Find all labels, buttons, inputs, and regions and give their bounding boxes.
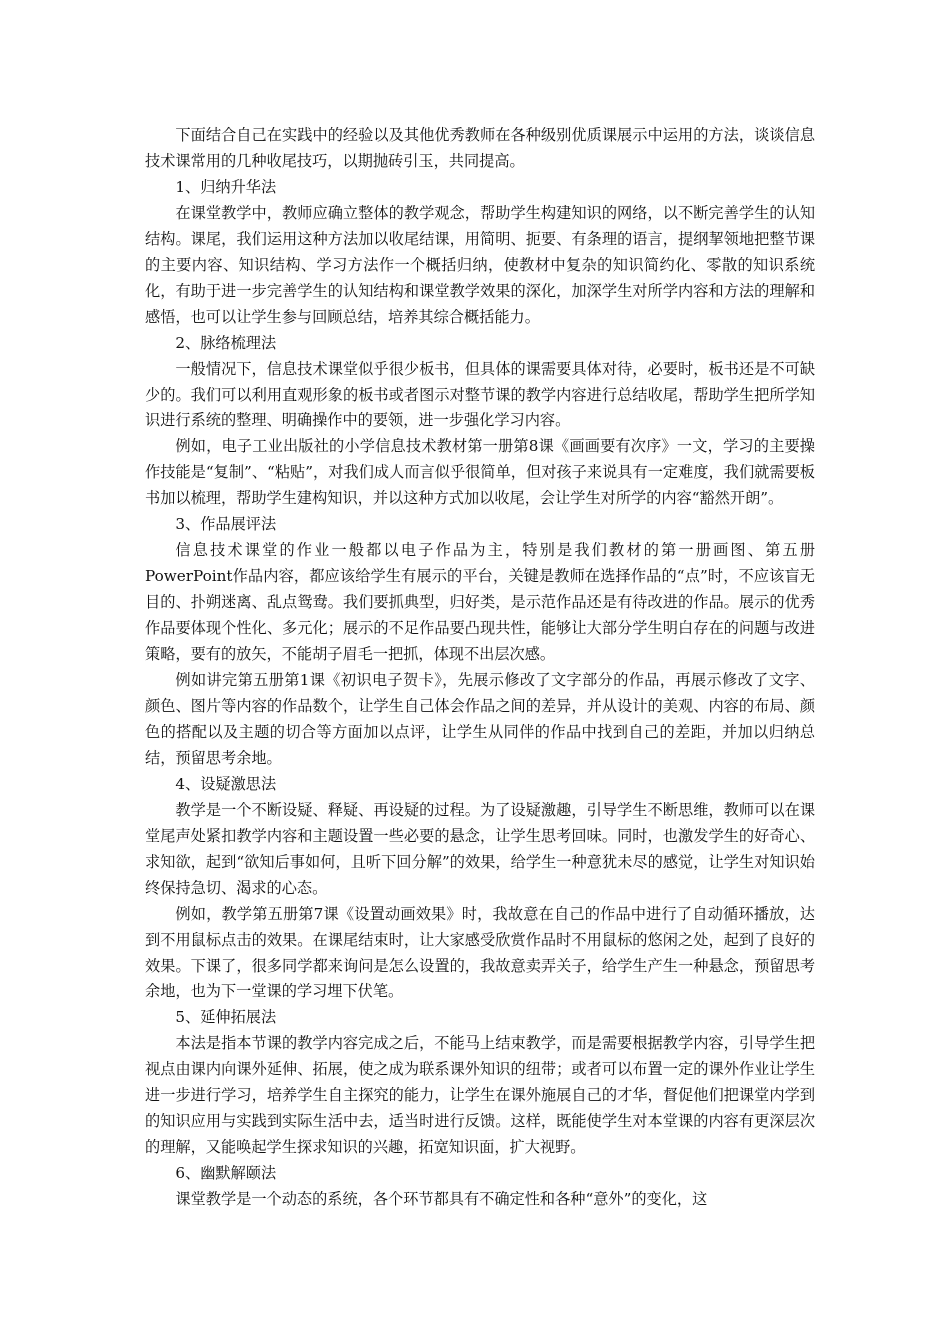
- section-6-paragraph: 课堂教学是一个动态的系统，各个环节都具有不确定性和各种“意外”的变化，这: [175, 1190, 708, 1209]
- section-heading-1: 1、归纳升华法: [175, 177, 277, 196]
- section-4-paragraph-1: 教学是一个不断设疑、释疑、再设疑的过程。为了设疑激趣，引导学生不断思维，教师可以在课堂尾声处紧扣教学内容和主题设置一些必要的悬念，让学生思考回味。同时，也激发学生的好奇心、求知欲，起到“欲知后事如何，且听下回分解”的效果，给学生一种意犹未尽的感觉，让学生对知识始终保持急切、渴求的心态。: [145, 800, 815, 897]
- document-page: [145, 123, 815, 1213]
- intro-paragraph: 下面结合自己在实践中的经验以及其他优秀教师在各种级别优质课展示中运用的方法，谈谈信息技术课常用的几种收尾技巧，以期抛砖引玉，共同提高。: [145, 126, 815, 170]
- section-4-paragraph-2: 例如，教学第五册第7课《设置动画效果》时，我故意在自己的作品中进行了自动循环播放，达到不用鼠标点击的效果。在课尾结束时，让大家感受欣赏作品时不用鼠标的悠闲之处，起到了良好的效果。下课了，很多同学都来询问是怎么设置的，我故意卖弄关子，给学生产生一种悬念，预留思考余地，也为下一堂课的学习埋下伏笔。: [145, 904, 815, 1001]
- section-3-paragraph-1: 信息技术课堂的作业一般都以电子作品为主，特别是我们教材的第一册画图、第五册PowerPoint作品内容，都应该给学生有展示的平台，关键是教师在选择作品的“点”时，不应该盲无目的、扑朔迷离、乱点鸳鸯。我们要抓典型，归好类，是示范作品还是有待改进的作品。展示的优秀作品要体现个性化、多元化；展示的不足作品要凸现共性，能够让大部分学生明白存在的问题与改进策略，要有的放矢，不能胡子眉毛一把抓，体现不出层次感。: [145, 541, 815, 664]
- section-heading-3: 3、作品展评法: [175, 515, 277, 534]
- section-5-paragraph: 本法是指本节课的教学内容完成之后，不能马上结束教学，而是需要根据教学内容，引导学生把视点由课内向课外延伸、拓展，使之成为联系课外知识的纽带；或者可以布置一定的课外作业让学生进一步进行学习，培养学生自主探究的能力，让学生在课外施展自己的才华，督促他们把课堂内学到的知识应用与实践到实际生活中去，适当时进行反馈。这样，既能使学生对本堂课的内容有更深层次的理解，又能唤起学生探求知识的兴趣，拓宽知识面，扩大视野。: [145, 1034, 815, 1157]
- section-heading-6: 6、幽默解颐法: [175, 1164, 277, 1183]
- section-2-paragraph-1: 一般情况下，信息技术课堂似乎很少板书，但具体的课需要具体对待，必要时，板书还是不可缺少的。我们可以利用直观形象的板书或者图示对整节课的教学内容进行总结收尾，帮助学生把所学知识进行系统的整理、明确操作中的要领，进一步强化学习内容。: [145, 359, 815, 430]
- section-heading-2: 2、脉络梳理法: [175, 333, 277, 352]
- section-3-paragraph-2: 例如讲完第五册第1课《初识电子贺卡》，先展示修改了文字部分的作品，再展示修改了文字、颜色、图片等内容的作品数个，让学生自己体会作品之间的差异，并从设计的美观、内容的布局、颜色的搭配以及主题的切合等方面加以点评，让学生从同伴的作品中找到自己的差距，并加以归纳总结，预留思考余地。: [145, 671, 815, 767]
- section-1-paragraph: 在课堂教学中，教师应确立整体的教学观念，帮助学生构建知识的网络，以不断完善学生的认知结构。课尾，我们运用这种方法加以收尾结课，用简明、扼要、有条理的语言，提纲挈领地把整节课的主要内容、知识结构、学习方法作一个概括归纳，使教材中复杂的知识简约化、零散的知识系统化，有助于进一步完善学生的认知结构和课堂教学效果的深化，加深学生对所学内容和方法的理解和感悟，也可以让学生参与回顾总结，培养其综合概括能力。: [145, 203, 815, 326]
- section-2-paragraph-2: 例如，电子工业出版社的小学信息技术教材第一册第8课《画画要有次序》一文，学习的主要操作技能是“复制”、“粘贴”，对我们成人而言似乎很简单，但对孩子来说具有一定难度，我们就需要板书加以梳理，帮助学生建构知识，并以这种方式加以收尾，会让学生对所学的内容“豁然开朗”。: [145, 437, 815, 508]
- section-heading-5: 5、延伸拓展法: [175, 1008, 277, 1027]
- section-heading-4: 4、设疑激思法: [175, 774, 277, 793]
